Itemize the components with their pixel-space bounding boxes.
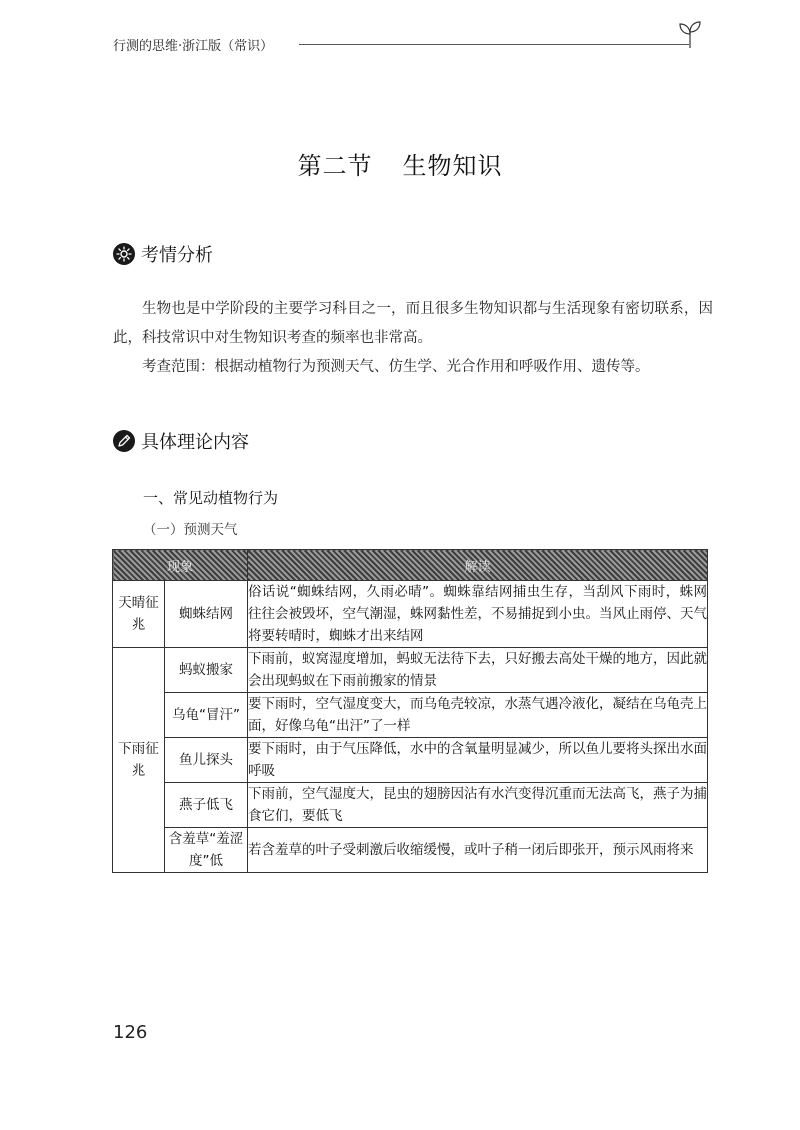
analysis-paragraph: 生物也是中学阶段的主要学习科目之一，而且很多生物知识都与生活现象有密切联系，因此，科技常识中对生物知识考查的频率也非常高。 <box>113 301 713 346</box>
group-label-rain: 下雨征兆 <box>113 648 165 873</box>
analysis-body <box>113 295 713 382</box>
behavior-name: 蚂蚁搬家 <box>165 648 248 693</box>
theory-heading-text: 具体理论内容 <box>141 432 249 453</box>
table-row <box>113 738 708 783</box>
header-interpretation: 解读 <box>248 550 708 581</box>
behavior-desc: 俗话说“蜘蛛结网，久雨必晴”。蜘蛛靠结网捕虫生存，当刮风下雨时，蛛网往往会被毁坏，空气潮湿，蛛网黏性差，不易捕捉到小虫。当风止雨停、天气将要转晴时，蜘蛛才出来结网 <box>248 581 708 648</box>
section-title <box>0 146 800 181</box>
behavior-desc: 下雨前，蚁窝湿度增加，蚂蚁无法待下去，只好搬去高处干燥的地方，因此就会出现蚂蚁在下雨前搬家的情景 <box>248 648 708 693</box>
table-row <box>113 828 708 873</box>
weather-behavior-table <box>112 549 708 873</box>
behavior-desc: 要下雨时，由于气压降低，水中的含氧量明显减少，所以鱼儿要将头探出水面呼吸 <box>248 738 708 783</box>
header-phenomenon: 现象 <box>113 550 248 581</box>
behavior-name: 蜘蛛结网 <box>165 581 248 648</box>
analysis-paragraph: 考查范围：根据动植物行为预测天气、仿生学、光合作用和呼吸作用、遗传等。 <box>142 359 650 375</box>
running-header <box>113 32 703 56</box>
sprout-icon <box>677 18 703 50</box>
behavior-desc: 若含羞草的叶子受刺激后收缩缓慢，或叶子稍一闭后即张开，预示风雨将来 <box>248 828 708 873</box>
pen-icon <box>113 430 135 452</box>
theory-heading <box>113 428 249 454</box>
section-name: 生物知识 <box>402 152 503 180</box>
header-text: 行测的思维·浙江版（常识） <box>113 39 274 54</box>
group-label-sunny: 天晴征兆 <box>113 581 165 648</box>
table-row <box>113 581 708 648</box>
behavior-name: 含羞草“羞涩度”低 <box>165 828 248 873</box>
table-row <box>113 648 708 693</box>
table-header-row <box>113 550 708 581</box>
section-prefix: 第二节 <box>297 152 373 180</box>
behavior-desc: 要下雨时，空气湿度变大，而乌龟壳较凉，水蒸气遇冷液化，凝结在乌龟壳上面，好像乌龟“出汗”了一样 <box>248 693 708 738</box>
behavior-desc: 下雨前，空气湿度大，昆虫的翅膀因沾有水汽变得沉重而无法高飞，燕子为捕食它们，要低飞 <box>248 783 708 828</box>
analysis-heading-text: 考情分析 <box>141 245 213 266</box>
behavior-name: 乌龟“冒汗” <box>165 693 248 738</box>
subsubsection-title: （一）预测天气 <box>143 522 238 538</box>
table-row <box>113 783 708 828</box>
header-rule <box>299 44 689 45</box>
analysis-heading <box>113 241 213 267</box>
behavior-name: 燕子低飞 <box>165 783 248 828</box>
page-number: 126 <box>113 1022 148 1043</box>
sun-icon <box>113 243 135 265</box>
table-row <box>113 693 708 738</box>
behavior-name: 鱼儿探头 <box>165 738 248 783</box>
subsection-title: 一、常见动植物行为 <box>143 489 279 507</box>
